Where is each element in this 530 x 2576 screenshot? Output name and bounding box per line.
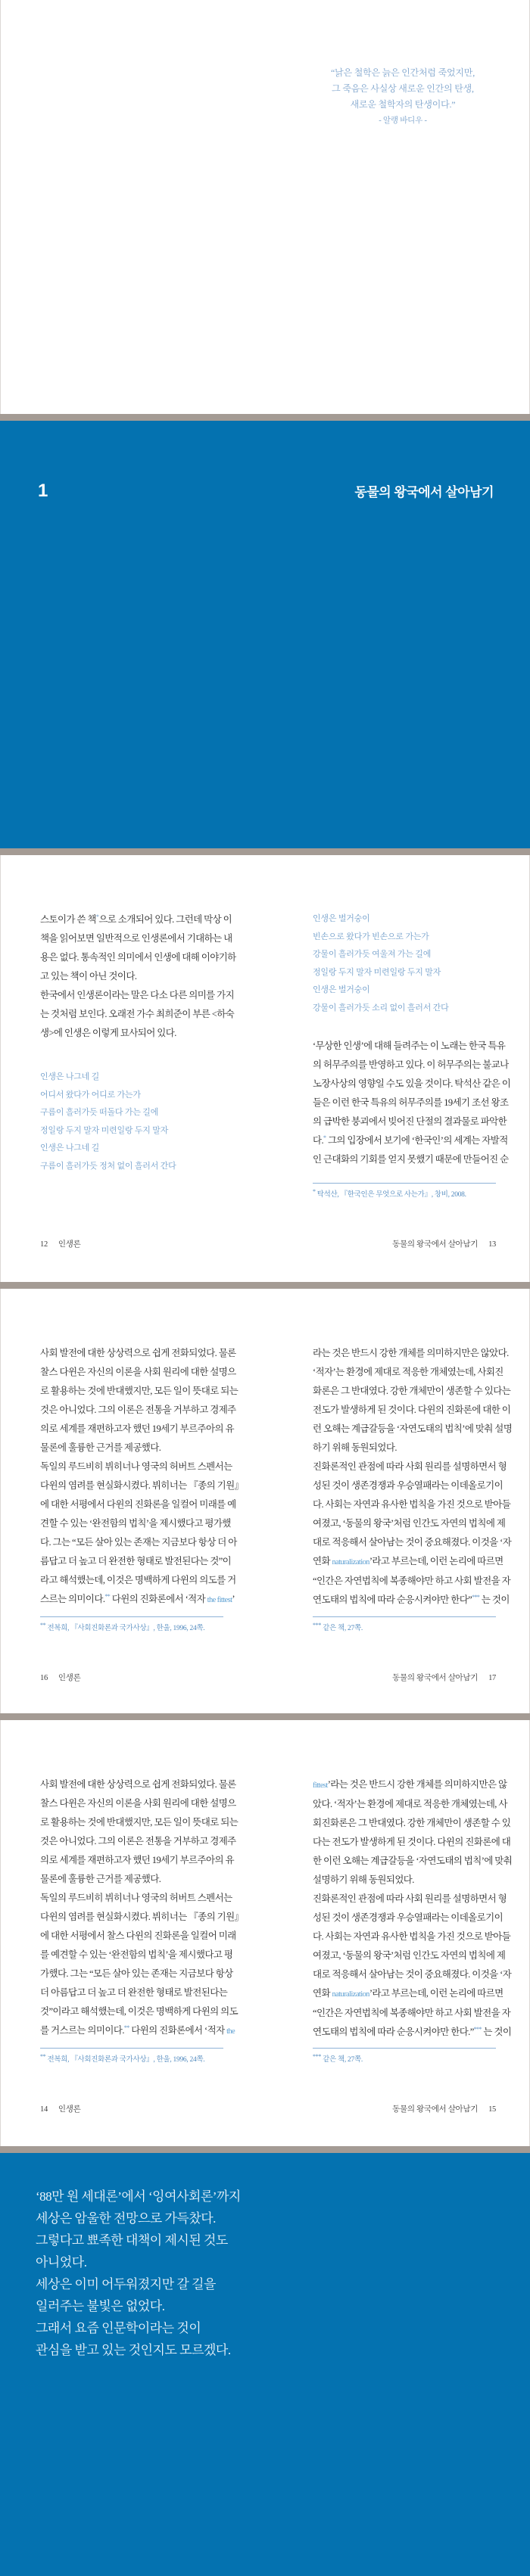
footnote-text xyxy=(40,1623,223,1634)
body-paragraph xyxy=(40,1344,244,1610)
text-line: * 탁석산, 『한국인은 무엇으로 사는가』, 창비, 2008. xyxy=(313,1187,466,1199)
text-line: 연도태의 법칙에 따라 순응시켜야만 한다”*** 는 것이 xyxy=(313,1593,510,1605)
text-line: 그 죽음은 사실상 새로운 인간의 탄생, xyxy=(332,83,474,94)
page-footer-right xyxy=(313,1672,496,1683)
text-line: 세상은 이미 어두워졌지만 갈 길을 xyxy=(36,2277,216,2291)
chapter-divider-page xyxy=(0,421,530,848)
text-line: 진화론적인 관점에 따라 사회 원리를 설명하면서 형 xyxy=(313,1893,507,1904)
text-line: 찰스 다윈은 자신의 이론을 사회 원리에 대한 설명으 xyxy=(40,1798,236,1809)
page-separator xyxy=(0,848,530,855)
page-number: 17 xyxy=(488,1674,496,1682)
text-line: 를 예견할 수 있는 ‘완전함의 법칙’을 제시했다고 평 xyxy=(40,1949,233,1960)
page-14-text-column xyxy=(40,1775,244,2041)
text-line: 인생은 벌거숭이 xyxy=(313,985,370,994)
body-paragraph xyxy=(313,1037,511,1169)
text-line: 에 대한 서평에서 찰스 다윈의 진화론을 일컬어 미래 xyxy=(40,1930,236,1941)
closing-statement xyxy=(0,2153,530,2361)
page-footer-left xyxy=(40,2103,80,2114)
running-title: 동물의 왕국에서 살아남기 xyxy=(392,1674,479,1682)
text-line: 한국에서 인생론이라는 말은 다소 다른 의미를 가지 xyxy=(40,990,235,1000)
text-line: 다는 전도가 발생하게 된 것이다. 다윈의 진화론에 대 xyxy=(313,1837,511,1847)
text-line: ** 전복희, 『사회진화론과 국가사상』, 한울, 1996, 24쪽. xyxy=(40,1621,205,1632)
text-line: 정일랑 두지 말자 미련일랑 두지 말자 xyxy=(313,967,441,977)
text-line: 물론에 훌륭한 근거를 제공했다. xyxy=(40,1442,161,1453)
page-separator xyxy=(0,414,530,421)
text-line: 회진화론은 그 반대였다. 강한 개체만이 생존할 수 있 xyxy=(313,1818,511,1828)
text-line: 어디서 왔다가 어디로 가는가 xyxy=(40,1090,141,1100)
text-line: 사회 발전에 대한 상상력으로 쉽게 전화되었다. 물론 xyxy=(40,1348,236,1358)
text-line: 다. 사회는 자연과 유사한 법칙을 가진 것으로 받아들 xyxy=(313,1499,511,1510)
chapter-title: 동물의 왕국에서 살아남기 xyxy=(354,485,494,499)
text-line: “인간은 자연법칙에 복종해야만 하고 사회 발전을 자 xyxy=(313,2008,511,2018)
song-verse-block xyxy=(313,910,496,1017)
text-line: 독일의 루드비히 뷔히너나 영국의 허버트 스펜서는 xyxy=(40,1461,232,1472)
page-15-text-column xyxy=(313,1775,513,2042)
text-line: 연화 naturalization’라고 부르는데, 이런 논리에 따르면 xyxy=(313,1988,504,1999)
text-line: 것”이라고 해석했는데, 이것은 명백하게 다윈의 의도 xyxy=(40,2006,238,2017)
text-line: 새로운 철학자의 탄생이다.” xyxy=(350,99,456,110)
page-number: 12 xyxy=(40,1240,48,1249)
text-line: 고 있는 책이 아닌 것이다. xyxy=(40,971,137,982)
running-title: 동물의 왕국에서 살아남기 xyxy=(392,1240,479,1249)
footnote-rule xyxy=(40,1616,223,1617)
text-line: 노장사상의 영향일 수도 있을 것이다. 탁석산 같은 이 xyxy=(313,1078,511,1089)
page-footer-right xyxy=(313,1238,496,1249)
footnote-text xyxy=(313,1187,496,1200)
text-line: ‘무상한 인생’에 대해 들려주는 이 노래는 한국 특유 xyxy=(313,1041,506,1051)
text-line: 대로 적응해서 살아남는 것이 중요해졌다. 이것을 ‘자 xyxy=(313,1969,512,1980)
spread-pages-16-17 xyxy=(0,1289,530,1713)
text-line: 진화론적인 관점에 따라 사회 원리를 설명하면서 형 xyxy=(313,1461,507,1472)
page-16-text-column xyxy=(40,1344,244,1610)
text-line: 다.* 그의 입장에서 보기에 ‘한국인’의 세계는 자발적 xyxy=(313,1134,508,1146)
page-13-text-column xyxy=(313,910,511,1169)
text-line: 더 아름답고 더 높고 더 완전한 형태로 발전된다는 xyxy=(40,1987,228,1998)
text-line: 다. 사회는 자연과 유사한 법칙을 가진 것으로 받아들 xyxy=(313,1931,511,1942)
text-line: 의로 세계를 재편하고자 했던 19세기 부르주아의 유 xyxy=(40,1423,234,1434)
text-line: 의 급박한 붕괴에서 빚어진 단절의 결과물로 파악한 xyxy=(313,1116,507,1127)
footnote-block xyxy=(40,2048,223,2065)
text-line: 빈손으로 왔다가 빈손으로 가는가 xyxy=(313,932,429,941)
page-separator xyxy=(0,1282,530,1289)
chapter-number: 1 xyxy=(38,481,48,501)
text-line: 관심을 받고 있는 것인지도 모르겠다. xyxy=(36,2343,231,2357)
text-line: 것은 아니었다. 그의 이론은 전통을 거부하고 경제주 xyxy=(40,1836,236,1846)
page-footer-left xyxy=(40,1238,80,1249)
footnote-text xyxy=(313,2052,496,2065)
text-line: 독일의 루드비히 뷔히너나 영국의 허버트 스펜서는 xyxy=(40,1893,232,1903)
text-line: 에 대한 서평에서 다윈의 진화론을 일컬어 미래를 예 xyxy=(40,1499,236,1510)
epigraph-quote-lines xyxy=(289,65,516,113)
text-line: 일러주는 불빛은 없었다. xyxy=(36,2299,165,2313)
running-title: 동물의 왕국에서 살아남기 xyxy=(392,2105,479,2114)
text-line: 로 활용하는 것에 반대했지만, 모든 일이 뜻대로 되는 xyxy=(40,1386,238,1396)
running-title: 인생론 xyxy=(58,2105,81,2114)
text-line: 름답고 더 높고 더 완전한 형태로 발전된다는 것”이 xyxy=(40,1556,232,1566)
footnote-rule xyxy=(40,2048,223,2049)
footnote-rule xyxy=(313,1183,496,1184)
text-line: ** 전복희, 『사회진화론과 국가사상』, 한울, 1996, 24쪽. xyxy=(40,2052,205,2064)
text-line: 다윈의 염려를 현실화시켰다. 뷔히너는 『종의 기원』 xyxy=(40,1912,244,1922)
text-line: fittest’라는 것은 반드시 강한 개체를 의미하지만은 않 xyxy=(313,1779,507,1790)
text-line: 의로 세계를 재편하고자 했던 19세기 부르주아의 유 xyxy=(40,1855,234,1865)
text-line: 들은 이런 한국 특유의 허무주의를 19세기 조선 왕조 xyxy=(313,1097,509,1108)
text-line: 생>에 인생은 이렇게 묘사되어 있다. xyxy=(40,1028,176,1038)
text-line: 구름이 흘러가듯 정처 없이 흘러서 간다 xyxy=(40,1161,176,1171)
text-line: 여졌고, ‘동물의 왕국’처럼 인간도 자연의 법칙에 제 xyxy=(313,1518,506,1529)
page-12-text-column xyxy=(40,910,236,1175)
epigraph-attribution: - 알랭 바디우 - xyxy=(379,117,427,125)
text-line: 찰스 다윈은 자신의 이론을 사회 원리에 대한 설명으 xyxy=(40,1367,236,1377)
page-number: 14 xyxy=(40,2105,48,2114)
body-paragraph xyxy=(313,1344,513,1610)
song-verse-block xyxy=(40,1069,223,1175)
text-line: 한 이런 오해는 계급갈등을 ‘자연도태의 법칙’에 맞춰 xyxy=(313,1856,513,1866)
page-separator xyxy=(0,2146,530,2153)
text-line: 용은 없다. 통속적인 의미에서 인생에 대해 이야기하 xyxy=(40,952,236,963)
text-line: 아니었다. xyxy=(36,2255,87,2270)
footnote-block xyxy=(313,2048,496,2065)
text-line: 런 오해는 계급갈등을 ‘자연도태의 법칙’에 맞춰 설명 xyxy=(313,1423,513,1434)
page-footer-right xyxy=(313,2103,496,2114)
text-line: 라고 해석했는데, 이것은 명백하게 다윈의 의도를 거 xyxy=(40,1575,236,1585)
text-line: ‘적자’는 환경에 제대로 적응한 개체였는데, 사회진 xyxy=(313,1367,504,1377)
text-line: 성된 것이 생존경쟁과 우승열패라는 이데올로기이 xyxy=(313,1912,504,1923)
text-line: 인생은 나그네 길 xyxy=(40,1072,100,1081)
text-line: 라는 것은 반드시 강한 개체를 의미하지만은 않았다. xyxy=(313,1348,509,1358)
text-line: 스르는 의미이다.** 다윈의 진화론에서 ‘적자 the fittest’ xyxy=(40,1592,235,1604)
text-line: 스토이가 쓴 책*으로 소개되어 있다. 그런데 막상 이 xyxy=(40,913,232,925)
running-title: 인생론 xyxy=(58,1240,81,1249)
text-line: 강물이 흘러가듯 여울져 가는 길에 xyxy=(313,950,432,959)
epigraph-page xyxy=(0,0,530,414)
text-line: 연도태의 법칙에 따라 순응시켜야만 한다.”*** 는 것이 xyxy=(313,2025,512,2037)
text-line: 설명하기 위해 동원되었다. xyxy=(313,1874,414,1885)
text-line: 연화 naturalization’라고 부르는데, 이런 논리에 따르면 xyxy=(313,1556,504,1566)
text-line: 았다. ‘적자’는 환경에 제대로 적응한 개체였는데, 사 xyxy=(313,1799,507,1809)
text-line: 물론에 훌륭한 근거를 제공했다. xyxy=(40,1874,161,1884)
text-line: 다. 그는 “모든 살아 있는 존재는 지금보다 항상 더 아 xyxy=(40,1537,237,1548)
text-line: “낡은 철학은 늙은 인간처럼 죽었지만, xyxy=(330,67,475,78)
footnote-block xyxy=(313,1183,496,1200)
closing-blue-page xyxy=(0,2153,530,2576)
text-line: 구름이 흘러가듯 떠돌다 가는 길에 xyxy=(40,1108,159,1117)
text-line: 를 거스르는 의미이다.** 다윈의 진화론에서 ‘적자 the xyxy=(40,2024,235,2036)
text-line: 의 허무주의를 반영하고 있다. 이 허무주의는 불교나 xyxy=(313,1059,509,1070)
body-paragraph xyxy=(313,1775,513,2042)
text-line: 전도가 발생하게 된 것이다. 다윈의 진화론에 대한 이 xyxy=(313,1405,511,1415)
running-title: 인생론 xyxy=(58,1674,81,1682)
text-line: 하기 위해 동원되었다. xyxy=(313,1442,397,1453)
text-line: “인간은 자연법칙에 복종해야만 하고 사회 발전을 자 xyxy=(313,1576,511,1586)
text-line: 견할 수 있는 ‘완전함의 법칙’을 제시했다고 평가했 xyxy=(40,1518,231,1529)
text-line: 책을 읽어보면 일반적으로 인생론에서 기대하는 내 xyxy=(40,933,232,944)
text-line: 강물이 흘러가듯 소리 없이 흘러서 간다 xyxy=(313,1003,449,1013)
epigraph-quote xyxy=(289,65,516,129)
text-line: 다윈의 염려를 현실화시켰다. 뷔히너는 『종의 기원』 xyxy=(40,1480,244,1491)
page-number: 16 xyxy=(40,1674,48,1682)
text-line: 정일랑 두지 말자 미련일랑 두지 말자 xyxy=(40,1125,169,1135)
text-line: 인생은 나그네 길 xyxy=(40,1143,100,1153)
text-line: *** 같은 책, 27쪽. xyxy=(313,1621,363,1632)
footnote-rule xyxy=(313,2048,496,2049)
spread-pages-14-15 xyxy=(0,1720,530,2146)
page-number: 15 xyxy=(488,2105,496,2114)
footnote-block xyxy=(40,1616,223,1634)
spread-pages-12-13 xyxy=(0,855,530,1282)
body-paragraph xyxy=(40,1775,244,2041)
text-line: 사회 발전에 대한 상상력으로 쉽게 전화되었다. 물론 xyxy=(40,1779,236,1790)
text-line: 성된 것이 생존경쟁과 우승열패라는 이데올로기이 xyxy=(313,1480,504,1491)
text-line: 인생은 벌거숭이 xyxy=(313,914,370,923)
footnote-text xyxy=(313,1623,496,1634)
page-17-text-column xyxy=(313,1344,513,1610)
text-line: ‘88만 원 세대론’에서 ‘잉여사회론’까지 xyxy=(36,2189,241,2204)
text-line: 여졌고, ‘동물의 왕국’처럼 인간도 자연의 법칙에 제 xyxy=(313,1950,506,1961)
text-line: 가했다. 그는 “모든 살아 있는 존재는 지금보다 항상 xyxy=(40,1968,233,1979)
body-paragraph xyxy=(40,910,236,1043)
footnote-rule xyxy=(313,1616,496,1617)
text-line: 로 활용하는 것에 반대했지만, 모든 일이 뜻대로 되는 xyxy=(40,1817,238,1828)
text-line: 세상은 암울한 전망으로 가득찼다. xyxy=(36,2211,216,2226)
text-line: 는 것처럼 보인다. 오래전 가수 최희준이 부른 <하숙 xyxy=(40,1009,235,1019)
text-line: 그래서 요즘 인문학이라는 것이 xyxy=(36,2321,201,2335)
text-line: 것은 아니었다. 그의 이론은 전통을 거부하고 경제주 xyxy=(40,1405,236,1415)
text-line: 대로 적응해서 살아남는 것이 중요해졌다. 이것을 ‘자 xyxy=(313,1537,512,1548)
text-line: 인 근대화의 기회를 얻지 못했기 때문에 만들어진 순 xyxy=(313,1154,509,1165)
text-line: *** 같은 책, 27쪽. xyxy=(313,2052,363,2064)
page-number: 13 xyxy=(488,1240,496,1249)
footnote-block xyxy=(313,1616,496,1634)
text-line: 화론은 그 반대였다. 강한 개체만이 생존할 수 있다는 xyxy=(313,1386,511,1396)
page-footer-left xyxy=(40,1672,80,1683)
page-separator xyxy=(0,1713,530,1720)
chapter-heading-row xyxy=(0,421,530,502)
text-line: 그렇다고 뾰족한 대책이 제시된 것도 xyxy=(36,2233,228,2248)
footnote-text xyxy=(40,2052,223,2065)
